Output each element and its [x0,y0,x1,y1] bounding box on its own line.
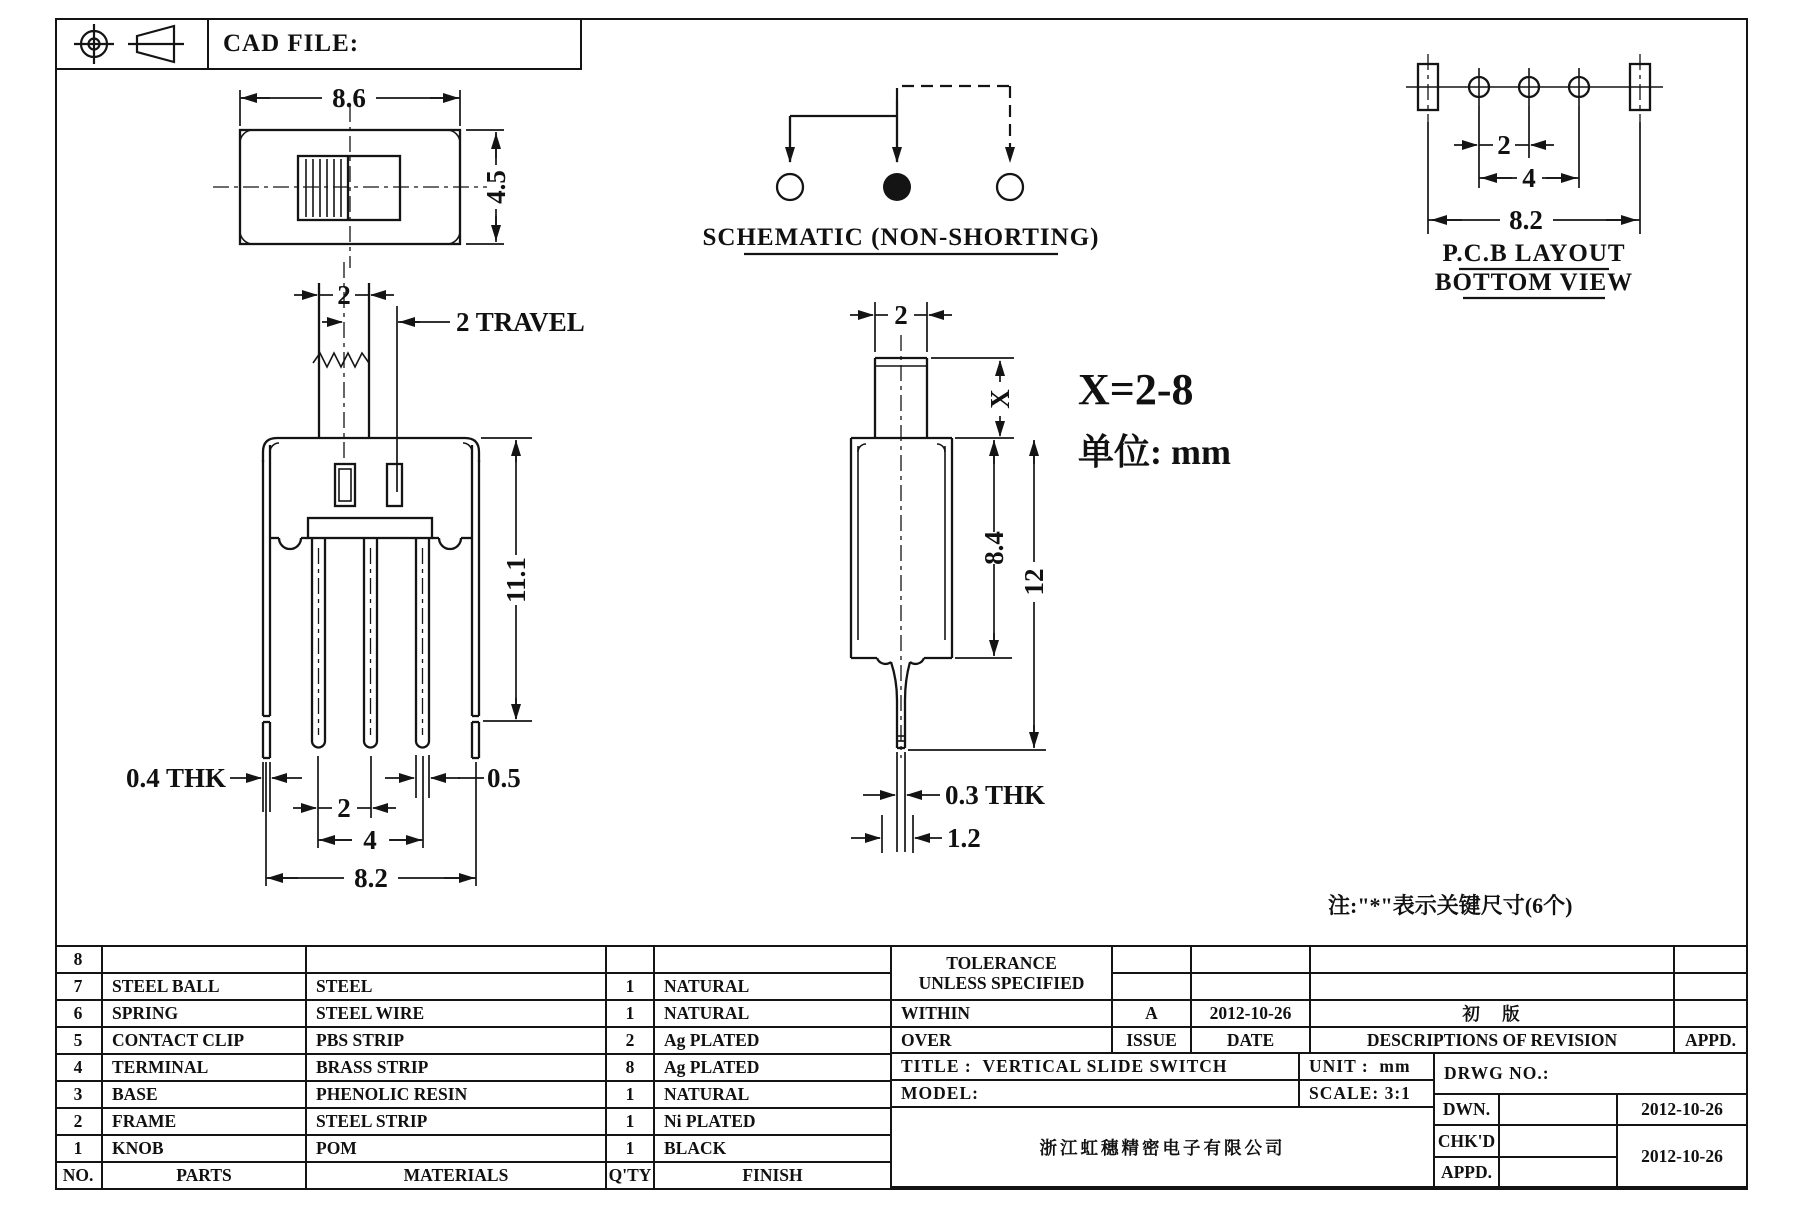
tolerance-line2: UNLESS SPECIFIED [918,973,1085,993]
dim-side-total-height: 12 [1019,568,1049,596]
company-name: 浙江虹穗精密电子有限公司 [892,1108,1435,1188]
revision-date-value: 2012-10-26 [1192,1001,1311,1028]
parts-cell: NATURAL [655,1001,892,1028]
top-view [213,83,511,268]
parts-cell: TERMINAL [103,1055,307,1082]
title-value: VERTICAL SLIDE SWITCH [982,1056,1228,1076]
dim-top-height: 4.5 [481,170,511,204]
schematic-terminal-right [997,174,1023,200]
dim-side-knob-height: X [985,389,1015,409]
dim-front-frame-thk: 0.4 THK [125,763,226,793]
key-dimension-note: 注:"*"表示关键尺寸(6个) [1328,893,1573,918]
cad-file-label: CAD FILE: [223,30,360,57]
title-block-left [892,1054,1435,1190]
parts-cell: STEEL STRIP [307,1109,607,1136]
parts-cell: PHENOLIC RESIN [307,1082,607,1109]
parts-cell: PBS STRIP [307,1028,607,1055]
chk-appd-date: 2012-10-26 [1618,1126,1748,1188]
scale-label: SCALE: [1309,1083,1380,1103]
parts-cell: 8 [55,947,103,974]
rev-cell-empty [1311,974,1675,1001]
dim-front-height: 11.1 [501,557,531,603]
title-label: TITLE : [901,1056,972,1076]
schematic-terminal-left [777,174,803,200]
rev-cell-empty [1675,947,1748,974]
pcb-title-line2: BOTTOM VIEW [1434,269,1634,296]
appd-signature-cell [1500,1158,1618,1188]
unit-cell [1300,1054,1435,1081]
parts-cell: STEEL BALL [103,974,307,1001]
chkd-signature-cell [1500,1126,1618,1158]
scale-value: 3:1 [1384,1083,1411,1103]
dim-pcb-slot-span: 8.2 [1509,205,1543,235]
revision-issue-value: A [1113,1001,1192,1028]
chkd-label: CHK'D [1435,1126,1500,1158]
tolerance-header [892,947,1113,1001]
parts-cell: CONTACT CLIP [103,1028,307,1055]
parts-cell: BLACK [655,1136,892,1163]
parts-cell: 2 [55,1109,103,1136]
rev-cell-empty [1311,947,1675,974]
dim-side-pin-thk: 0.3 THK [945,780,1046,810]
rev-cell-empty [1192,974,1311,1001]
parts-cell: 1 [607,974,655,1001]
annotation-x-range: X=2-8 [1078,365,1194,414]
parts-cell: Ni PLATED [655,1109,892,1136]
revision-description-value: 初 版 [1311,1001,1675,1028]
schematic-view [703,86,1100,254]
parts-cell [607,947,655,974]
parts-cell: 8 [607,1055,655,1082]
parts-cell: KNOB [103,1136,307,1163]
parts-cell [103,947,307,974]
parts-cell: NATURAL [655,1082,892,1109]
scale-cell [1300,1081,1435,1108]
parts-cell: Ag PLATED [655,1028,892,1055]
revision-description-label: DESCRIPTIONS OF REVISION [1311,1028,1675,1054]
dwn-label: DWN. [1435,1095,1500,1126]
dim-side-knob-width: 2 [894,300,908,330]
model-cell: MODEL: [892,1081,1300,1108]
parts-cell: 3 [55,1082,103,1109]
dim-front-travel: 2 TRAVEL [456,307,585,337]
parts-cell: STEEL [307,974,607,1001]
dim-front-terminal-width: 0.5 [487,763,521,793]
parts-table [55,945,892,1190]
rev-cell-empty [1113,974,1192,1001]
revision-date-label: DATE [1192,1028,1311,1054]
annotation-unit: 单位: mm [1078,432,1231,472]
revision-issue-label: ISSUE [1113,1028,1192,1054]
parts-cell [655,947,892,974]
dim-side-pin-offset: 1.2 [947,823,981,853]
pcb-layout-view [1406,54,1663,298]
parts-header-no: NO. [55,1163,103,1190]
rev-cell-empty [1113,947,1192,974]
side-view [850,300,1231,853]
parts-header-qty: Q'TY [607,1163,655,1190]
pcb-title-line1: P.C.B LAYOUT [1442,240,1626,267]
tolerance-over-label: OVER [892,1028,1113,1054]
dim-front-knob-width: 2 [337,280,351,310]
parts-cell: STEEL WIRE [307,1001,607,1028]
dim-side-body-height: 8.4 [979,531,1009,565]
parts-cell: 1 [607,1001,655,1028]
parts-cell: NATURAL [655,974,892,1001]
dwn-signature-cell [1500,1095,1618,1126]
tolerance-within-label: WITHIN [892,1001,1113,1028]
revision-appd-label: APPD. [1675,1028,1748,1054]
rev-cell-empty [1675,974,1748,1001]
parts-cell: 7 [55,974,103,1001]
schematic-title: SCHEMATIC (NON-SHORTING) [702,224,1100,251]
parts-cell: BASE [103,1082,307,1109]
parts-header-parts: PARTS [103,1163,307,1190]
parts-header-finish: FINISH [655,1163,892,1190]
title-row [892,1054,1300,1081]
parts-cell: 4 [55,1055,103,1082]
dim-top-width: 8.6 [332,83,366,113]
parts-cell: POM [307,1136,607,1163]
dim-pcb-pitch: 2 [1497,130,1511,160]
schematic-terminal-center [883,173,911,201]
parts-cell: SPRING [103,1001,307,1028]
parts-cell [307,947,607,974]
title-block-right [1435,1054,1748,1190]
parts-cell: 5 [55,1028,103,1055]
front-view [126,262,585,893]
unit-label: UNIT : [1309,1056,1369,1076]
parts-cell: 6 [55,1001,103,1028]
parts-cell: BRASS STRIP [307,1055,607,1082]
parts-cell: 1 [607,1136,655,1163]
parts-cell: 2 [607,1028,655,1055]
dim-pcb-outer-pitch: 4 [1522,163,1536,193]
appd-label: APPD. [1435,1158,1500,1188]
rev-cell-empty [1675,1001,1748,1028]
revision-block [892,945,1748,1054]
parts-cell: 1 [55,1136,103,1163]
parts-cell: 1 [607,1082,655,1109]
tolerance-line1: TOLERANCE [946,952,1057,973]
parts-cell: 1 [607,1109,655,1136]
rev-cell-empty [1192,947,1311,974]
parts-cell: FRAME [103,1109,307,1136]
dim-front-frame-span: 8.2 [354,863,388,893]
parts-header-materials: MATERIALS [307,1163,607,1190]
drwg-no-cell: DRWG NO.: [1435,1054,1748,1095]
unit-value: mm [1379,1056,1411,1076]
dwn-date: 2012-10-26 [1618,1095,1748,1126]
parts-cell: Ag PLATED [655,1055,892,1082]
dim-front-pitch: 2 [337,793,351,823]
dim-front-outer-pitch: 4 [363,825,377,855]
